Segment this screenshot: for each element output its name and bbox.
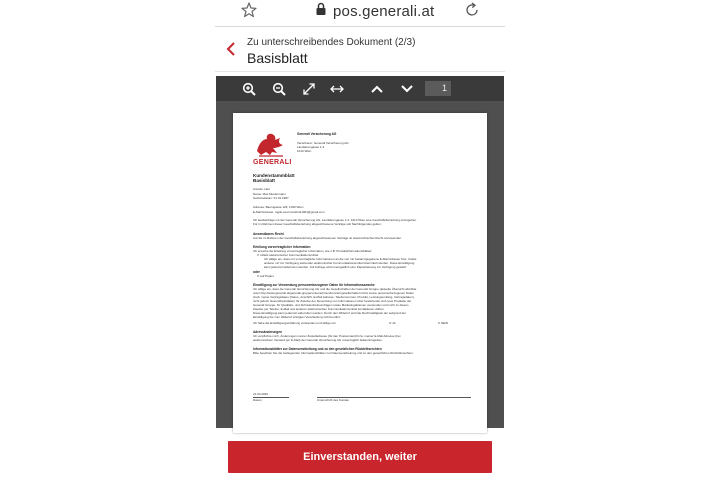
section-line: Auf die im Rahmen der Geschäftsbeziehung abgeschlossenen Verträge ist österreichisches Recht anzuwenden. [253,236,402,240]
logo-text: GENERALI [253,159,292,166]
document-subheading: Basisblatt [253,178,275,183]
url-text: pos.generali.at [333,2,435,20]
section-line: O auf Papier [257,274,274,278]
section-line: Ich willige ein, dass mir vorvertragliche Informationen an die von mir bekanntgegebene E-Mail Adresse bzw. mittels [264,257,417,261]
intro-line: Für im Rahmen dieser Geschäftsbeziehung abgeschlossene Verträge soll Nachfolgendes gelten: [253,222,382,226]
intro-line: Ich beabsichtige mit der Generali Versicherung AG, Landskrongasse 1-3, 1010 Wien eine Geschäftsbeziehung einzugehen. [253,218,417,222]
section-title: Adressänderungen [253,330,283,334]
section-title: Anwendbares Recht [253,232,284,236]
document-page [233,113,487,433]
agree-continue-button[interactable]: Einverstanden, weiter [228,441,492,473]
fullscreen-icon[interactable] [302,82,316,96]
zoom-out-icon[interactable] [272,82,286,96]
section-line: kann jederzeit widerrufen werden. Auf Anfrage wird unentgeltlich eine Papierfassung zur Verfügung gestellt. [264,265,407,269]
signature-date: 21.04.2020 [253,392,269,396]
reload-icon[interactable] [463,1,481,19]
section-line: elektronischem Versand per E-Mail) der Generali Versicherung AG unverzüglich bekanntzugeben. [253,338,383,342]
consent-yes-option: O JA [389,321,396,325]
company-address-line: Versicherer: Generali Versicherung AG [297,141,349,145]
section-line: nicht jedoch Gesundheitsdaten) für Zwecke der Zusendung von Informationen über bestehende und neue Produkte der [253,299,412,303]
customer-line: Anrede: Herr [253,187,271,191]
section-line: X mittels elektronischer Kommunikationsmittel [257,253,319,257]
star-outline-icon[interactable] [240,1,258,19]
section-title: Informationsblätter zur Datenverarbeitung und zu den gesetzlichen Rücktrittsrechten [253,347,382,351]
section-line: oder [253,270,260,274]
page-title: Basisblatt [247,50,308,66]
section-line: Einwilligung bis zum Widerruf erfolgten Verarbeitung nicht berührt. [253,315,341,319]
section-line: Diese Einwilligung kann jederzeit widerrufen werden. Durch den Widerruf wird die Rechtmäßigkeit der aufgrund der [253,311,406,315]
document-heading: Kundenstammblatt [253,173,295,178]
page-header [215,26,505,72]
section-line: anderer mir zur Verfügung stehender elektronischer Kommunikationsmittel übermittelt werden. Diese Einwilligung [264,261,415,265]
generali-lion-logo [253,131,287,159]
company-address-line: Landskrongasse 1-3 [297,145,325,149]
step-indicator: Zu unterschreibendes Dokument (2/3) [247,37,416,48]
company-name: Generali Versicherung AG [297,132,337,136]
section-line: Bitte beachten Sie die beiliegenden Informationsblätter zur Datenverarbeitung und zu den gesetzlichen Rücktrittsrechten. [253,351,414,355]
fit-width-icon[interactable] [330,82,344,96]
section-line: unter http://www.generali.at/generali-gruppe/unternehmen/konzerngesellschaften.html) meine personenbezogenen Daten [253,291,414,295]
contact-line: E-Mail Adresse: mgdo.sesrn.testbnd1001@gmail.com [253,209,325,214]
zoom-in-icon[interactable] [242,82,256,96]
browser-url-bar [215,0,505,27]
lock-icon [315,2,327,21]
section-line: Ich habe die Einwilligungserklärung verstanden und willige ein: [253,321,337,325]
url-display[interactable] [315,2,434,20]
viewer-toolbar [216,76,504,101]
section-line: Ich willige ein, dass die Generali Versicherung AG und die Gesellschaften der Generali Gruppe (aktuelle Übersicht abrufbar [253,287,417,291]
section-line: Ich verpflichte mich, Änderungen meiner Zustelladresse (für den Postversand) bzw. meiner E-Mail Adresse (bei [253,334,401,338]
section-title: Einwilligung zur Verwendung personenbezogener Daten für Informationszwecke [253,283,375,287]
section-line: Ich ersuche die Erteilung vorvertraglicher Information, wie z.B. Produktinformationsblätter: [253,249,373,253]
signature-label: Unterschrift des Kunden [317,398,350,402]
section-title: Erteilung vorvertraglicher Information [253,245,311,249]
chevron-left-icon[interactable] [225,41,239,57]
consent-no-option: X NEIN [438,321,449,325]
section-line: Zwecke per Telefon, E-Mail und anderen elektronischen Kommunikationsmittel kontaktieren dürfen. [253,307,385,311]
signature-date-label: Datum [253,398,262,402]
company-address-line: 1010 Wien [297,149,312,153]
customer-line: Geburtsdatum: 01.01.1987 [253,196,289,200]
section-line: Generali Gruppe, für Qualitäts- und Zufriedenheitsumfragen sowie Marketingaktionen verwenden und mich zu diesen [253,303,409,307]
pdf-viewer [216,76,504,428]
previous-page-icon[interactable] [370,82,384,96]
page-number-input[interactable]: 1 [425,81,451,96]
customer-line: Name: Max Mustermann [253,191,286,196]
next-page-icon[interactable] [400,82,414,96]
section-line: (insb. meine Vertragsdaten (Name, Anschrift, E-Mail Adresse, Telefonnummer, Produkt, Leistungsumfang, Vertragsdaten), [253,295,415,299]
contact-line: Adresse: Baumgasse 129, 1030 Wien [253,205,304,209]
